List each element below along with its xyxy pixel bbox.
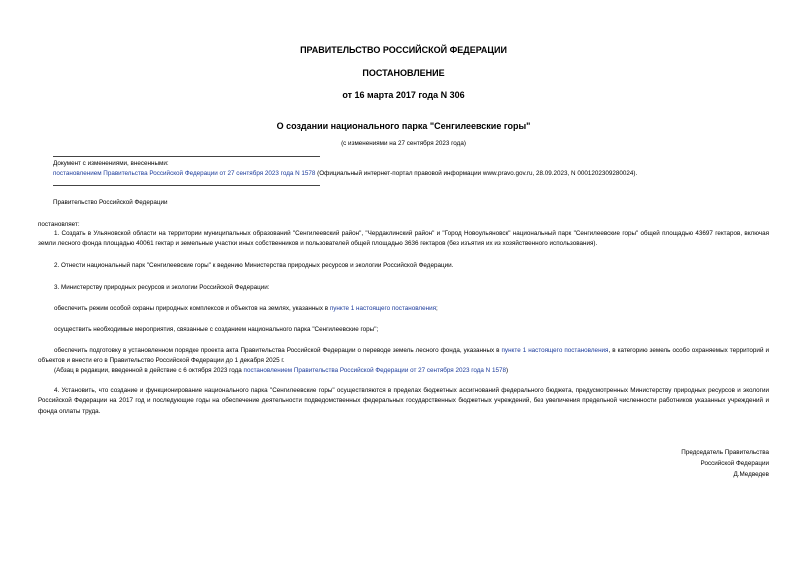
decree-word: постановляет: <box>38 221 80 228</box>
note-text: (Абзац в редакции, введенной в действие с 6 октября 2023 года <box>54 367 244 374</box>
signature-org: Российской Федерации <box>700 460 769 467</box>
paragraph-3c <box>38 346 769 367</box>
paragraph-3c-link[interactable]: пункте 1 настоящего постановления <box>501 347 609 354</box>
paragraph-3c-end: , в категорию земель особо охраняемых территорий и объектов и внести его в Правительство Российской Федерации до 1 декабря 2025 г. <box>38 347 769 365</box>
issuer: Правительство Российской Федерации <box>53 199 168 206</box>
paragraph-4: 4. Установить, что создание и функционирование национального парка "Сенгилеевские горы" осуществляются в пределах бюджетных ассигнований федерального бюджета, предусмотренных Министерству природных ресурсов и экологии Российской Федерации на 2017 год и последующие годы на обеспечение деятельности подведомственных федеральных государственных бюджетных учреждений, без увеличения предельной численности работников указанных учреждений и фонда оплаты труда. <box>38 387 769 415</box>
edition-note: (с изменениями на 27 сентября 2023 года) <box>341 140 466 147</box>
paragraph-3b: осуществить необходимые мероприятия, связанные с созданием национального парка "Сенгилеевские горы"; <box>54 326 379 333</box>
changes-intro: Документ с изменениями, внесенными: <box>53 160 169 167</box>
amendment-source: (Официальный интернет-портал правовой информации www.pravo.gov.ru, 28.09.2023, N 0001202309280024). <box>315 170 638 177</box>
paragraph-3c-note <box>54 366 769 376</box>
paragraph-3a-text: обеспечить режим особой охраны природных комплексов и объектов на землях, указанных в <box>54 305 330 312</box>
divider-bottom <box>53 185 320 186</box>
divider-top <box>53 156 320 157</box>
paragraph-1: 1. Создать в Ульяновской области на территории муниципальных образований "Сенгилеевский район", "Чердаклинский район" и "Город Новоульяновск" национальный парк "Сенгилеевские горы" общей площадью 43697 гектаров, включая земли лесного фонда площадью 40061 гектар и земельные участки иных собственников и пользователей общей площадью 3636 гектаров (без изъятия их из хозяйственного использования). <box>38 230 769 248</box>
government-heading: ПРАВИТЕЛЬСТВО РОССИЙСКОЙ ФЕДЕРАЦИИ <box>300 45 507 55</box>
note-end: ) <box>505 367 509 374</box>
signature-name: Д.Медведев <box>733 471 769 478</box>
paragraph-2: 2. Отнести национальный парк "Сенгилеевские горы" к ведению Министерства природных ресурсов и экологии Российской Федерации. <box>54 262 454 269</box>
doc-type-heading: ПОСТАНОВЛЕНИЕ <box>362 68 445 78</box>
document-title: О создании национального парка "Сенгилеевские горы" <box>276 121 531 131</box>
note-link[interactable]: постановлением Правительства Российской Федерации от 27 сентября 2023 года N 1578 <box>243 367 506 374</box>
changes-line <box>53 169 773 179</box>
date-number-heading: от 16 марта 2017 года N 306 <box>342 90 465 100</box>
paragraph-3a-link[interactable]: пункте 1 настоящего постановления <box>329 305 437 312</box>
paragraph-3c-text: обеспечить подготовку в установленном порядке проекта акта Правительства Российской Федерации о переводе земель лесного фонда, указанных в <box>54 347 502 354</box>
paragraph-3a <box>54 304 769 314</box>
signature-title: Председатель Правительства <box>681 449 769 456</box>
paragraph-3a-end: ; <box>436 305 438 312</box>
amendment-link[interactable]: постановлением Правительства Российской Федерации от 27 сентября 2023 года N 1578 <box>53 170 316 177</box>
paragraph-3: 3. Министерству природных ресурсов и экологии Российской Федерации: <box>54 284 270 291</box>
